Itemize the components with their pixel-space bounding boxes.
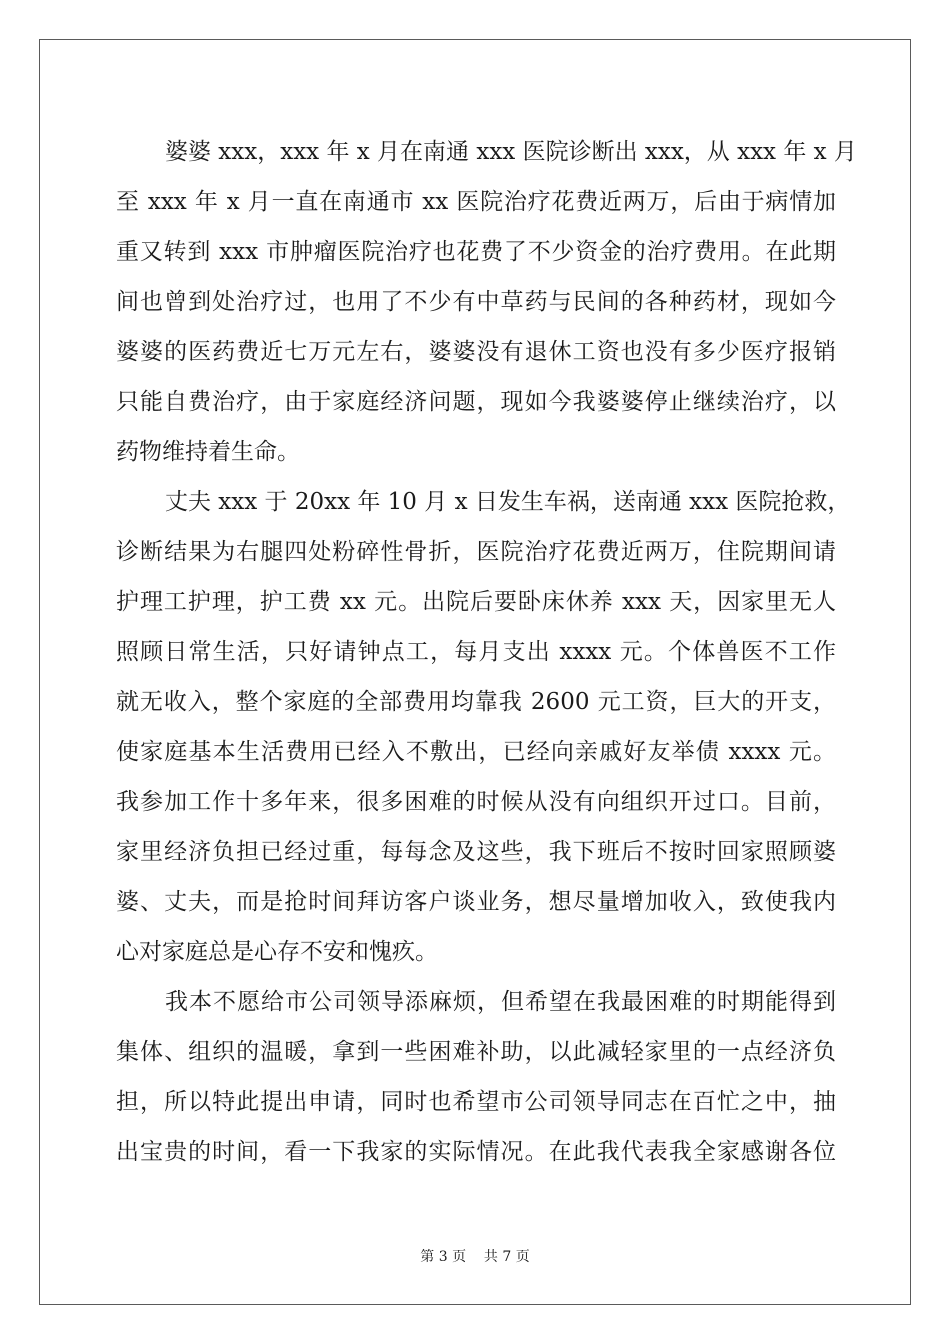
text-line: 只能自费治疗，由于家庭经济问题，现如今我婆婆停止继续治疗，以 bbox=[116, 389, 836, 415]
text-line: 重又转到 xxx 市肿瘤医院治疗也花费了不少资金的治疗费用。在此期 bbox=[116, 239, 836, 265]
paragraph bbox=[116, 477, 851, 977]
text-line: 我本不愿给市公司领导添麻烦，但希望在我最困难的时期能得到 bbox=[165, 989, 836, 1015]
text-line: 婆婆的医药费近七万元左右，婆婆没有退休工资也没有多少医疗报销 bbox=[116, 339, 836, 365]
document-body bbox=[116, 127, 857, 1177]
paragraph bbox=[116, 127, 857, 477]
paragraph bbox=[116, 977, 836, 1177]
text-line: 婆婆 xxx，xxx 年 x 月在南通 xxx 医院诊断出 xxx，从 xxx 年 x 月 bbox=[165, 139, 857, 165]
text-line: 诊断结果为右腿四处粉碎性骨折，医院治疗花费近两万，住院期间请 bbox=[116, 539, 836, 565]
text-line: 出宝贵的时间，看一下我家的实际情况。在此我代表我全家感谢各位 bbox=[116, 1139, 836, 1165]
page-number-footer: 第 3 页 共 7 页 bbox=[420, 1249, 530, 1265]
text-line: 就无收入，整个家庭的全部费用均靠我 2600 元工资，巨大的开支， bbox=[116, 689, 836, 715]
text-line: 至 xxx 年 x 月一直在南通市 xx 医院治疗花费近两万，后由于病情加 bbox=[116, 189, 836, 215]
text-line: 集体、组织的温暖，拿到一些困难补助，以此减轻家里的一点经济负 bbox=[116, 1039, 836, 1065]
text-line: 我参加工作十多年来，很多困难的时候从没有向组织开过口。目前， bbox=[116, 789, 836, 815]
text-line: 间也曾到处治疗过，也用了不少有中草药与民间的各种药材，现如今 bbox=[116, 289, 836, 315]
text-line: 护理工护理，护工费 xx 元。出院后要卧床休养 xxx 天，因家里无人 bbox=[116, 589, 836, 615]
text-line: 药物维持着生命。 bbox=[116, 439, 300, 465]
text-line: 心对家庭总是心存不安和愧疚。 bbox=[116, 939, 438, 965]
text-line: 丈夫 xxx 于 20xx 年 10 月 x 日发生车祸，送南通 xxx 医院抢救， bbox=[165, 489, 851, 515]
text-line: 照顾日常生活，只好请钟点工，每月支出 xxxx 元。个体兽医不工作 bbox=[116, 639, 836, 665]
text-line: 家里经济负担已经过重，每每念及这些，我下班后不按时回家照顾婆 bbox=[116, 839, 836, 865]
text-line: 婆、丈夫，而是抢时间拜访客户谈业务，想尽量增加收入，致使我内 bbox=[116, 889, 836, 915]
text-line: 使家庭基本生活费用已经入不敷出，已经向亲戚好友举债 xxxx 元。 bbox=[116, 739, 836, 765]
text-line: 担，所以特此提出申请，同时也希望市公司领导同志在百忙之中，抽 bbox=[116, 1089, 836, 1115]
